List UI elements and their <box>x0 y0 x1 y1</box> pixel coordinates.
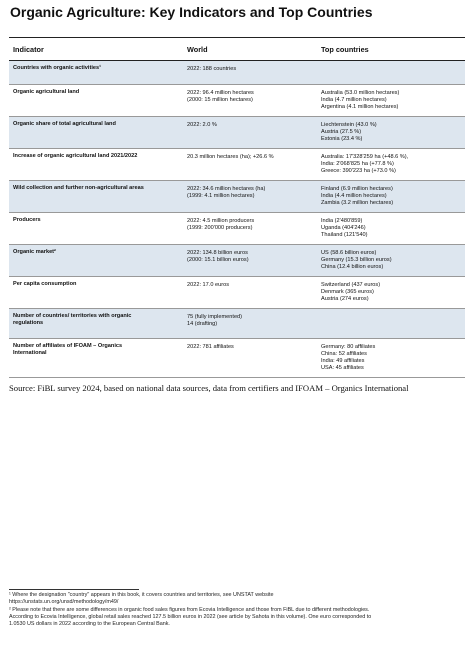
table-row <box>9 277 465 309</box>
cell-line: 2022: 188 countries <box>187 66 237 72</box>
world-cell <box>187 186 317 200</box>
cell-line: Germany: 80 affiliates <box>321 344 376 350</box>
cell-line: Argentina (4.1 million hectares) <box>321 104 399 111</box>
cell-line: Switzerland (437 euros) <box>321 282 381 288</box>
table-row <box>9 245 465 277</box>
table-row <box>9 213 465 245</box>
indicator-cell <box>13 153 189 160</box>
cell-line: 14 (drafting) <box>187 321 218 328</box>
cell-line: International <box>13 350 47 357</box>
cell-line: USA: 45 affiliates <box>321 365 364 372</box>
cell-line: Greece: 390'223 ha (+73.0 %) <box>321 168 396 175</box>
top-countries-cell <box>321 122 463 143</box>
top-countries-cell <box>321 282 463 303</box>
table-row <box>9 309 465 339</box>
footnote-line: ² Please note that there are some differences in organic food sales figures from Ecovia Intelligence and those from FiBL due to different methodologies. <box>9 606 370 613</box>
header-indicator: Indicator <box>13 44 44 54</box>
top-countries-cell <box>321 90 463 111</box>
table-body <box>9 61 465 378</box>
cell-line: Finland (6.9 million hectares) <box>321 186 393 192</box>
cell-line: Austria (27.5 %) <box>321 129 362 136</box>
world-cell <box>187 154 317 161</box>
cell-line: Uganda (404'246) <box>321 225 366 232</box>
top-countries-cell <box>321 218 463 239</box>
world-cell <box>187 314 317 328</box>
world-cell <box>187 90 317 104</box>
top-countries-cell <box>321 186 463 207</box>
cell-line: Organic market² <box>13 249 56 255</box>
indicator-cell <box>13 249 189 256</box>
cell-line: Wild collection and further non-agricultural areas <box>13 185 144 191</box>
indicator-cell <box>13 89 189 96</box>
cell-line: Per capita consumption <box>13 281 77 287</box>
table-row <box>9 85 465 117</box>
cell-line: 2022: 4.5 million producers <box>187 218 255 224</box>
header-top-countries: Top countries <box>321 44 369 54</box>
cell-line: 2022: 34.6 million hectares (ha) <box>187 186 266 192</box>
header-world: World <box>187 44 208 54</box>
cell-line: Increase of organic agricultural land 2021/2022 <box>13 153 138 159</box>
table-row <box>9 339 465 378</box>
cell-line: Germany (15.3 billion euros) <box>321 257 392 264</box>
table-row <box>9 149 465 181</box>
top-countries-cell <box>321 250 463 271</box>
cell-line: regulations <box>13 320 44 327</box>
world-cell <box>187 218 317 232</box>
cell-line: (2000: 15.1 billion euros) <box>187 257 249 264</box>
cell-line: India (2'480'859) <box>321 218 363 224</box>
cell-line: 2022: 96.4 million hectares <box>187 90 254 96</box>
indicator-cell <box>13 313 189 327</box>
cell-line: 2022: 134.8 billion euros <box>187 250 248 256</box>
world-cell <box>187 344 317 351</box>
indicator-cell <box>13 217 189 224</box>
cell-line: India (4.7 million hectares) <box>321 97 387 104</box>
cell-line: Zambia (3.2 million hectares) <box>321 200 394 207</box>
table-row <box>9 117 465 149</box>
footnote-line: ¹ Where the designation "country" appears in this book, it covers countries and territories, see UNSTAT website <box>9 592 274 598</box>
source-note: Source: FiBL survey 2024, based on national data sources, data from certifiers and IFOAM – Organics International <box>9 383 409 393</box>
top-countries-cell <box>321 154 463 175</box>
table-row <box>9 61 465 85</box>
cell-line: Estonia (23.4 %) <box>321 136 363 143</box>
cell-line: Austria (274 euros) <box>321 296 369 303</box>
cell-line: (2000: 15 million hectares) <box>187 97 253 104</box>
indicator-cell <box>13 121 189 128</box>
indicator-cell <box>13 343 189 357</box>
cell-line: India: 2'068'825 ha (+77.8 %) <box>321 161 394 168</box>
cell-line: (1999: 4.1 million hectares) <box>187 193 255 200</box>
cell-line: India: 49 affiliates <box>321 358 365 365</box>
cell-line: Number of affiliates of IFOAM – Organics <box>13 343 123 349</box>
indicators-table <box>9 37 465 378</box>
footnote-line: 1.0530 US dollars in 2022 according to the European Central Bank. <box>9 621 170 628</box>
world-cell <box>187 282 317 289</box>
cell-line: China: 52 affiliates <box>321 351 367 358</box>
footnote-divider <box>9 589 139 590</box>
cell-line: Organic share of total agricultural land <box>13 121 116 127</box>
cell-line: Denmark (365 euros) <box>321 289 374 296</box>
cell-line: Organic agricultural land <box>13 89 80 95</box>
cell-line: 75 (fully implemented) <box>187 314 243 320</box>
cell-line: 20.3 million hectares (ha); +26.6 % <box>187 154 274 160</box>
cell-line: Australia (53.0 million hectares) <box>321 90 400 96</box>
table-header <box>9 38 465 61</box>
indicator-cell <box>13 65 189 72</box>
cell-line: Number of countries/ territories with organic <box>13 313 132 319</box>
indicator-cell <box>13 281 189 288</box>
footnotes <box>9 592 469 628</box>
cell-line: Thailand (121'540) <box>321 232 368 239</box>
cell-line: China (12.4 billion euros) <box>321 264 384 271</box>
cell-line: 2022: 17.0 euros <box>187 282 229 288</box>
world-cell <box>187 250 317 264</box>
world-cell <box>187 66 317 73</box>
cell-line: US (58.6 billion euros) <box>321 250 377 256</box>
footnote-line: https://unstats.un.org/unsd/methodology/m49/ <box>9 599 119 606</box>
indicator-cell <box>13 185 189 192</box>
cell-line: (1999: 200'000 producers) <box>187 225 253 232</box>
cell-line: Producers <box>13 217 41 223</box>
cell-line: 2022: 781 affiliates <box>187 344 234 350</box>
cell-line: Countries with organic activities¹ <box>13 65 101 71</box>
cell-line: India (4.4 million hectares) <box>321 193 387 200</box>
footnote-line: According to Ecovia Intelligence, global retail sales reached 127.5 billion euros in 2022 (see article by Sahota in this volume). One euro corresponded to <box>9 613 372 620</box>
top-countries-cell <box>321 344 463 372</box>
page-title: Organic Agriculture: Key Indicators and Top Countries <box>10 4 373 20</box>
table-row <box>9 181 465 213</box>
cell-line: 2022: 2.0 % <box>187 122 217 128</box>
cell-line: Liechtenstein (43.0 %) <box>321 122 377 128</box>
cell-line: Australia: 17'328'259 ha (+48.6 %), <box>321 154 409 160</box>
world-cell <box>187 122 317 129</box>
